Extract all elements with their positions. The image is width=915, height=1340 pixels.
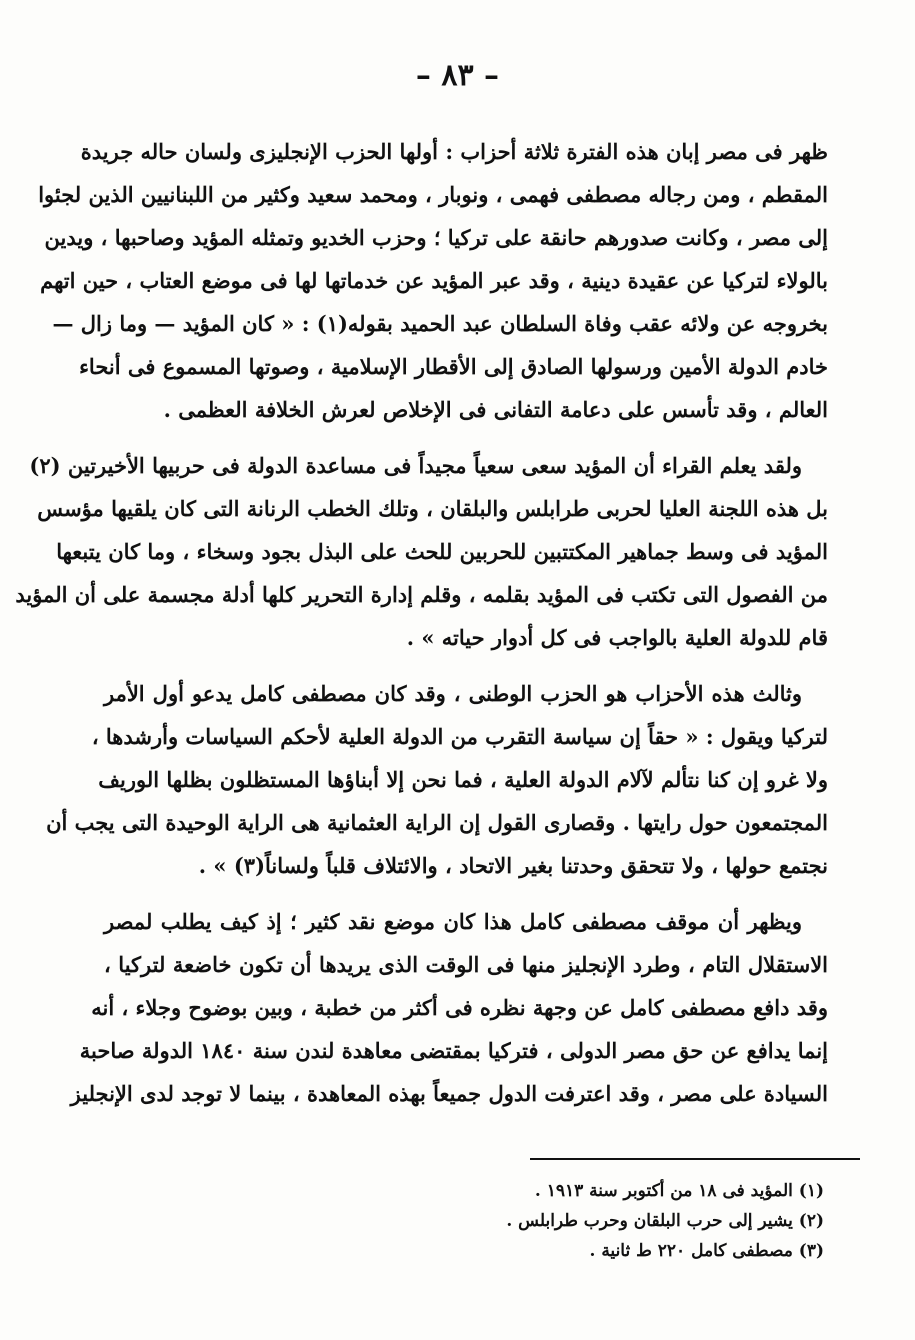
paragraph-1 xyxy=(38,130,828,431)
text-line: وثالث هذه الأحزاب هو الحزب الوطنى ، وقد كان مصطفى كامل يدعو أول الأمر xyxy=(104,681,802,706)
text-line: ويظهر أن موقف مصطفى كامل هذا كان موضع نقد كثير ؛ إذ كيف يطلب لمصر xyxy=(104,909,802,934)
footnote-1: (١) المؤيد فى ١٨ من أكتوبر سنة ١٩١٣ . xyxy=(534,1181,824,1201)
page-number: – ٨٣ – xyxy=(415,58,500,93)
text-line: إنما يدافع عن حق مصر الدولى ، فتركيا بمقتضى معاهدة لندن سنة ١٨٤٠ الدولة صاحبة xyxy=(79,1038,828,1063)
text-line: وقد دافع مصطفى كامل عن وجهة نظره فى أكثر من خطبة ، وبين بوضوح وجلاء ، أنه xyxy=(91,995,828,1020)
text-line: بل هذه اللجنة العليا لحربى طرابلس والبلقان ، وتلك الخطب الرنانة التى كان يلقيها مؤسس xyxy=(37,496,828,521)
text-line: العالم ، وقد تأسس على دعامة التفانى فى الإخلاص لعرش الخلافة العظمى . xyxy=(163,397,828,422)
text-line: ولا غرو إن كنا نتألم لآلام الدولة العلية ، فما نحن إلا أبناؤها المستظلون بظلها الوريف xyxy=(98,767,828,792)
text-line: إلى مصر ، وكانت صدورهم حانقة على تركيا ؛ وحزب الخديو وتمثله المؤيد وصاحبها ، ويدين xyxy=(44,225,828,250)
text-line: بالولاء لتركيا عن عقيدة دينية ، وقد عبر المؤيد عن خدماتها لها فى موضع العتاب ، حين اتهم xyxy=(40,268,828,293)
footnote-2: (٢) يشير إلى حرب البلقان وحرب طرابلس . xyxy=(506,1211,824,1231)
paragraph-4 xyxy=(70,900,828,1115)
text-line: خادم الدولة الأمين ورسولها الصادق إلى الأقطار الإسلامية ، وصوتها المسموع فى أنحاء xyxy=(79,354,828,379)
paragraph-3 xyxy=(46,672,828,887)
text-line: السيادة على مصر ، وقد اعترفت الدول جميعاً بهذه المعاهدة ، بينما لا توجد لدى الإنجليز xyxy=(70,1081,828,1106)
text-line: لتركيا ويقول : « حقاً إن سياسة التقرب من الدولة العلية لأحكم السياسات وأرشدها ، xyxy=(91,724,828,749)
footnotes xyxy=(420,1176,824,1266)
body-text xyxy=(15,130,828,1128)
text-line: ولقد يعلم القراء أن المؤيد سعى سعياً مجيداً فى مساعدة الدولة فى حربيها الأخيرتين (٢) xyxy=(29,453,802,478)
text-line: قام للدولة العلية بالواجب فى كل أدوار حياته » . xyxy=(406,625,828,650)
paragraph-2 xyxy=(15,444,828,659)
text-line: المقطم ، ومن رجاله مصطفى فهمى ، ونوبار ، ومحمد سعيد وكثير من اللبنانيين الذين لجئوا xyxy=(38,182,828,207)
footnote-3: (٣) مصطفى كامل ٢٢٠ ط ثانية . xyxy=(589,1241,824,1261)
text-line: ظهر فى مصر إبان هذه الفترة ثلاثة أحزاب : أولها الحزب الإنجليزى ولسان حاله جريدة xyxy=(80,139,828,164)
text-line: الاستقلال التام ، وطرد الإنجليز منها فى الوقت الذى يريدها أن تكون خاضعة لتركيا ، xyxy=(104,952,828,977)
text-line: المجتمعون حول رايتها . وقصارى القول إن الراية العثمانية هى الراية الوحيدة التى يجب أن xyxy=(46,810,828,835)
text-line: المؤيد فى وسط جماهير المكتتبين للحربين للحث على البذل بجود وسخاء ، وما كان يتبعها xyxy=(56,539,828,564)
text-line: بخروجه عن ولائه عقب وفاة السلطان عبد الحميد بقوله(١) : « كان المؤيد — وما زال — xyxy=(52,311,828,336)
text-line: نجتمع حولها ، ولا تتحقق وحدتنا بغير الاتحاد ، والائتلاف قلباً ولساناً(٣) » . xyxy=(198,853,828,878)
footnote-divider xyxy=(530,1158,860,1160)
text-line: من الفصول التى تكتب فى المؤيد بقلمه ، وقلم إدارة التحرير كلها أدلة مجسمة على أن المؤيد xyxy=(15,582,828,607)
